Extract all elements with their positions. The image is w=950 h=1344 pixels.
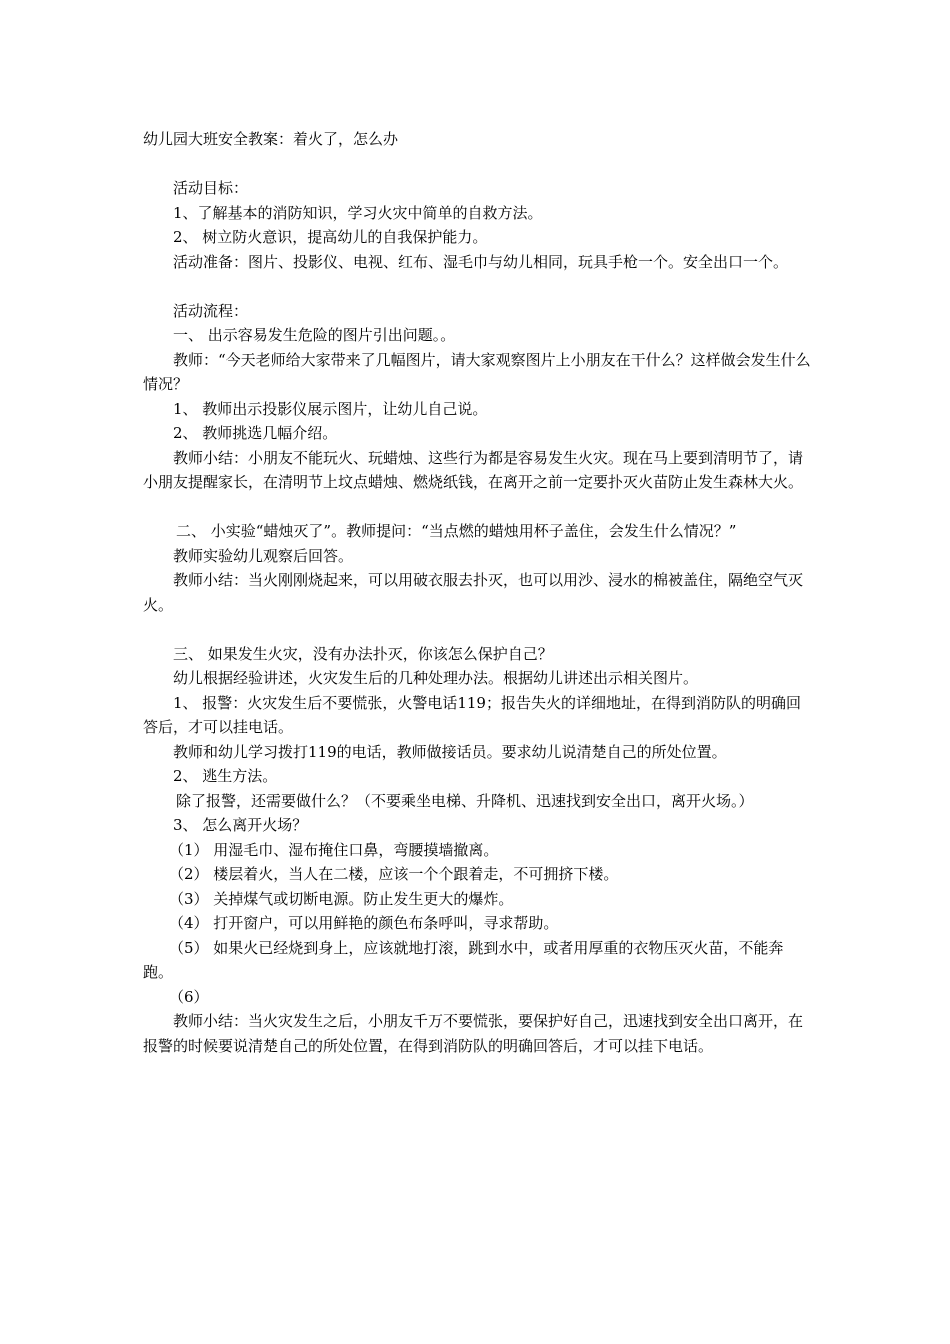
sub-list-item: （1） 用湿毛巾、湿布掩住口鼻，弯腰摸墙撤离。 <box>169 840 499 859</box>
body-paragraph: 教师：“今天老师给大家带来了几幅图片，请大家观察图片上小朋友在干什么？这样做会发生什么情况？ <box>143 350 811 393</box>
summary-paragraph: 教师小结：当火灾发生之后，小朋友千万不要慌张，要保护好自己，迅速找到安全出口离开，在报警的时候要说清楚自己的所处位置，在得到消防队的明确回答后，才可以挂下电话。 <box>143 1012 804 1055</box>
blank-line <box>143 152 813 177</box>
summary-paragraph: 教师小结：当火刚刚烧起来，可以用破衣服去扑灭，也可以用沙、浸水的棉被盖住，隔绝空气灭火。 <box>143 571 804 614</box>
body-paragraph: 教师和幼儿学习拨打119的电话，教师做接话员。要求幼儿说清楚自己的所处位置。 <box>173 742 727 761</box>
sub-list-item: （2） 楼层着火，当人在二楼，应该一个个跟着走，不可拥挤下楼。 <box>169 865 619 883</box>
list-item: 2、 逃生方法。 <box>173 767 278 785</box>
document-title: 幼儿园大班安全教案：着火了，怎么办 <box>143 130 399 148</box>
document-page <box>143 127 813 1058</box>
preparation-paragraph: 活动准备：图片、投影仪、电视、红布、湿毛巾与幼儿相同，玩具手枪一个。安全出口一个。 <box>173 252 789 271</box>
body-paragraph: 除了报警，还需要做什么？（不要乘坐电梯、升降机、迅速找到安全出口，离开火场。） <box>176 791 754 810</box>
list-item: 3、 怎么离开火场？ <box>173 816 308 834</box>
step-heading: 二、 小实验“蜡烛灭了”。教师提问：“当点燃的蜡烛用杯子盖住，会发生什么情况？” <box>176 522 737 540</box>
list-item: 1、 报警：火灾发生后不要慌张，火警电话119；报告失火的详细地址，在得到消防队的明确回答后，才可以挂电话。 <box>143 693 801 736</box>
blank-line <box>143 495 813 520</box>
list-item: 2、 教师挑选几幅介绍。 <box>173 424 338 442</box>
section-heading-objectives: 活动目标： <box>173 179 249 197</box>
blank-line <box>143 617 813 642</box>
sub-list-item: （4） 打开窗户，可以用鲜艳的颜色布条呼叫，寻求帮助。 <box>169 914 559 932</box>
sub-list-item: （3） 关掉煤气或切断电源。防止发生更大的爆炸。 <box>169 889 514 908</box>
objective-item: 1、了解基本的消防知识，学习火灾中简单的自救方法。 <box>173 203 543 222</box>
objective-item: 2、 树立防火意识，提高幼儿的自我保护能力。 <box>173 228 488 246</box>
list-item: 1、 教师出示投影仪展示图片，让幼儿自己说。 <box>173 399 488 418</box>
body-paragraph: 幼儿根据经验讲述，火灾发生后的几种处理办法。根据幼儿讲述出示相关图片。 <box>173 669 699 687</box>
step-heading: 一、 出示容易发生危险的图片引出问题。。 <box>173 326 456 344</box>
sub-list-item: （5） 如果火已经烧到身上，应该就地打滚，跳到水中，或者用厚重的衣物压灭火苗，不能奔跑。 <box>143 938 784 981</box>
summary-paragraph: 教师小结：小朋友不能玩火、玩蜡烛、这些行为都是容易发生火灾。现在马上要到清明节了，请小朋友提醒家长，在清明节上坟点蜡烛、燃烧纸钱，在离开之前一定要扑灭火苗防止发生森林大火。 <box>143 448 804 491</box>
section-heading-process: 活动流程： <box>173 301 249 320</box>
sub-list-item: （6） <box>169 987 209 1006</box>
step-heading: 三、 如果发生火灾，没有办法扑灭，你该怎么保护自己？ <box>173 644 553 663</box>
blank-line <box>143 274 813 299</box>
body-paragraph: 教师实验幼儿观察后回答。 <box>173 546 354 565</box>
